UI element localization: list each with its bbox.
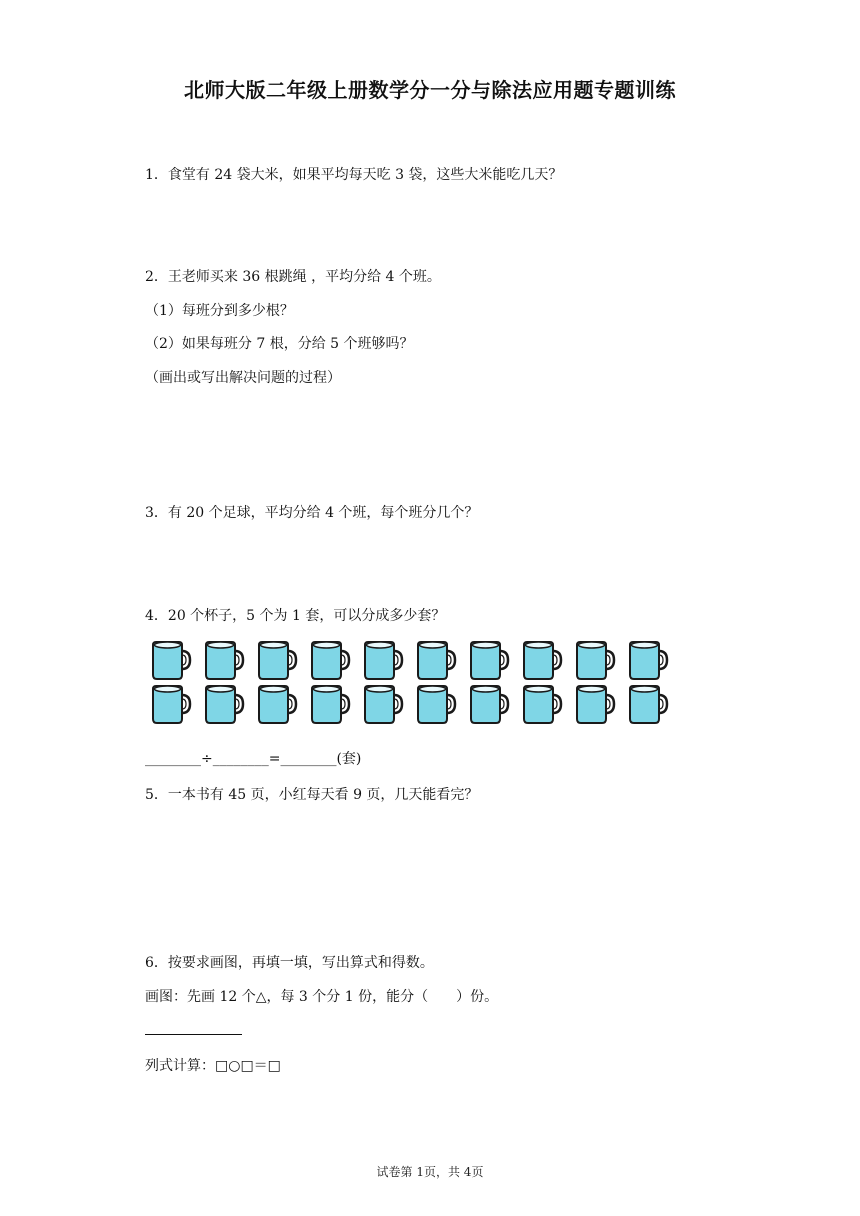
cup-icon [463,682,516,726]
cups-figure [145,638,675,726]
cup-row [145,638,675,682]
cup-icon [304,682,357,726]
question-5: 5．一本书有 45 页，小红每天看 9 页，几天能看完？ [145,787,479,803]
cup-icon [198,682,251,726]
question-2: 2．王老师买来 36 根跳绳 ，平均分给 4 个班。 [145,269,441,285]
cup-icon [251,638,304,682]
page-footer: 试卷第 1页，共 4页 [376,1165,484,1179]
cup-icon [251,682,304,726]
question-4: 4．20 个杯子，5 个为 1 套，可以分成多少套？ [145,608,446,624]
question-3: 3．有 20 个足球，平均分给 4 个班，每个班分几个？ [145,505,479,521]
cup-icon [145,638,198,682]
cup-icon [622,638,675,682]
cup-icon [357,638,410,682]
cup-icon [569,638,622,682]
cup-icon [304,638,357,682]
question-6-drawing-instruction: 画图：先画 12 个△，每 3 个分 1 份，能分（ ）份。 [145,989,499,1005]
cup-icon [622,682,675,726]
cup-row [145,682,675,726]
cup-icon [198,638,251,682]
question-4-answer-blank: ________÷________=________(套) [145,751,362,767]
answer-line [145,1034,242,1035]
cup-icon [569,682,622,726]
question-6: 6．按要求画图，再填一填，写出算式和得数。 [145,955,434,971]
question-2-part-1: （1）每班分到多少根？ [145,303,294,319]
cup-icon [357,682,410,726]
cup-icon [145,682,198,726]
cup-icon [410,638,463,682]
cup-icon [516,682,569,726]
question-2-part-2: （2）如果每班分 7 根，分给 5 个班够吗？ [145,336,414,352]
cup-icon [516,638,569,682]
cup-icon [410,682,463,726]
question-2-note: （画出或写出解决问题的过程） [145,370,341,386]
question-1: 1．食堂有 24 袋大米，如果平均每天吃 3 袋，这些大米能吃几天？ [145,167,563,183]
page-title: 北师大版二年级上册数学分一分与除法应用题专题训练 [184,78,676,102]
question-6-formula: 列式计算：□○□＝□ [145,1058,281,1074]
cup-icon [463,638,516,682]
